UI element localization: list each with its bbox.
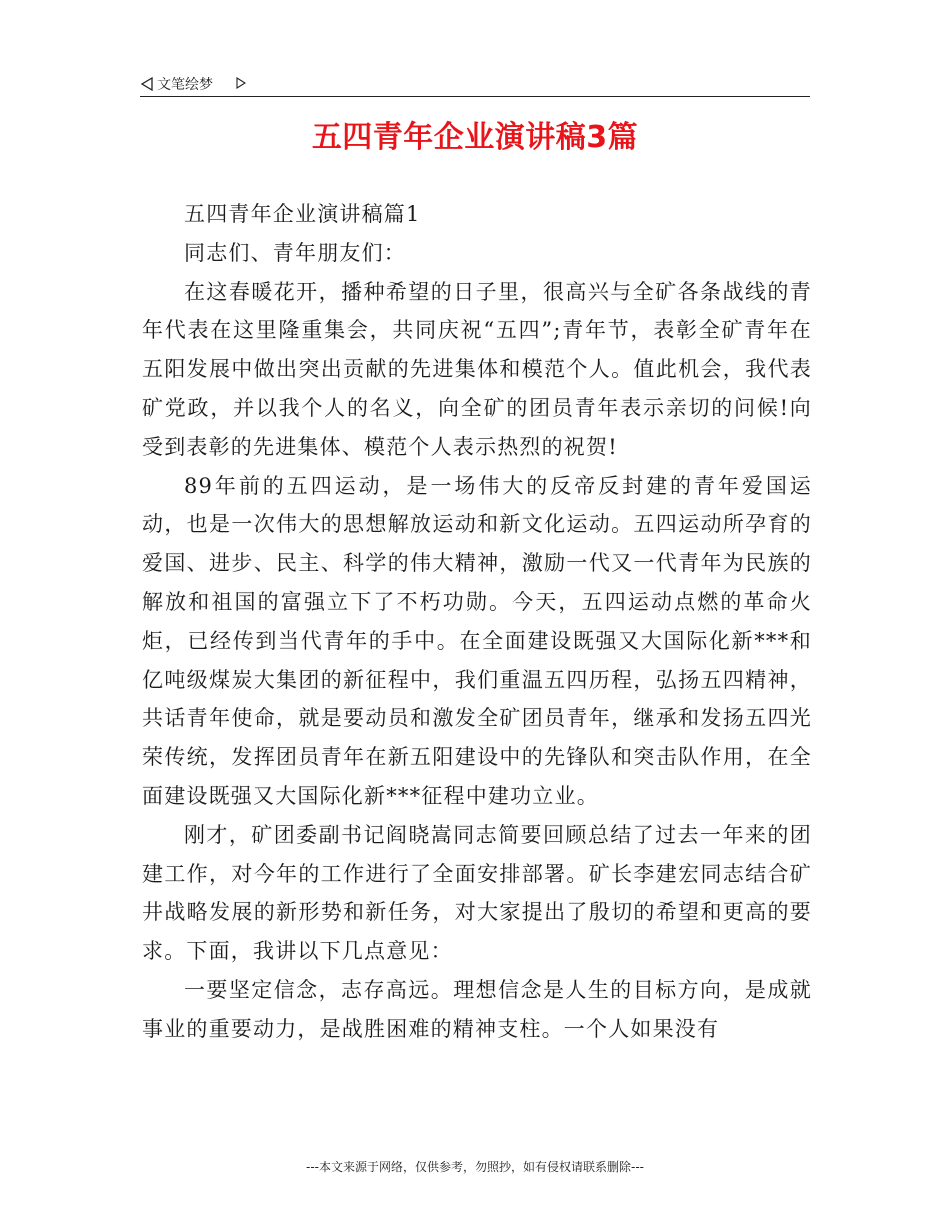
document-title: 五四青年企业演讲稿3篇 [311, 120, 639, 155]
paragraph: 一要坚定信念，志存高远。理想信念是人生的目标方向，是成就事业的重要动力，是战胜困难的精神支柱。一个人如果没有 [142, 977, 812, 1041]
brand-label: 文笔绘梦 [157, 77, 213, 93]
footer-disclaimer: ---本文来源于网络，仅供参考，勿照抄，如有侵权请联系删除--- [306, 1160, 644, 1174]
brand [140, 74, 213, 94]
paragraph: 刚才，矿团委副书记阎晓嵩同志简要回顾总结了过去一年来的团建工作，对今年的工作进行了全面安排部署。矿长李建宏同志结合矿井战略发展的新形势和新任务，对大家提出了殷切的希望和更高的要求。下面，我讲以下几点意见： [142, 822, 812, 964]
paragraph: 89年前的五四运动，是一场伟大的反帝反封建的青年爱国运动，也是一次伟大的思想解放运动和新文化运动。五四运动所孕育的爱国、进步、民主、科学的伟大精神，激励一代又一代青年为民族的解放和祖国的富强立下了不朽功勋。今天，五四运动点燃的革命火炬，已经传到当代青年的手中。在全面建设既强又大国际化新***和亿吨级煤炭大集团的新征程中，我们重温五四历程，弘扬五四精神，共话青年使命，就是要动员和激发全矿团员青年，继承和发扬五四光荣传统，发挥团员青年在新五阳建设中的先锋队和突击队作用，在全面建设既强又大国际化新***征程中建功立业。 [142, 473, 812, 808]
paragraph: 同志们、青年朋友们： [184, 240, 406, 265]
brand-right-ornament [236, 74, 246, 93]
paragraph: 在这春暖花开，播种希望的日子里，很高兴与全矿各条战线的青年代表在这里隆重集会，共同庆祝“五四”;青年节，表彰全矿青年在五阳发展中做出突出贡献的先进集体和模范个人。值此机会，我代表矿党政，并以我个人的名义，向全矿的团员青年表示亲切的问候!向受到表彰的先进集体、模范个人表示热烈的祝贺! [142, 279, 812, 459]
left-triangle-icon [140, 77, 154, 91]
paragraph: 五四青年企业演讲稿篇1 [184, 202, 421, 226]
document-body [142, 195, 812, 1049]
page-header [140, 72, 810, 97]
right-triangle-icon [236, 77, 246, 89]
